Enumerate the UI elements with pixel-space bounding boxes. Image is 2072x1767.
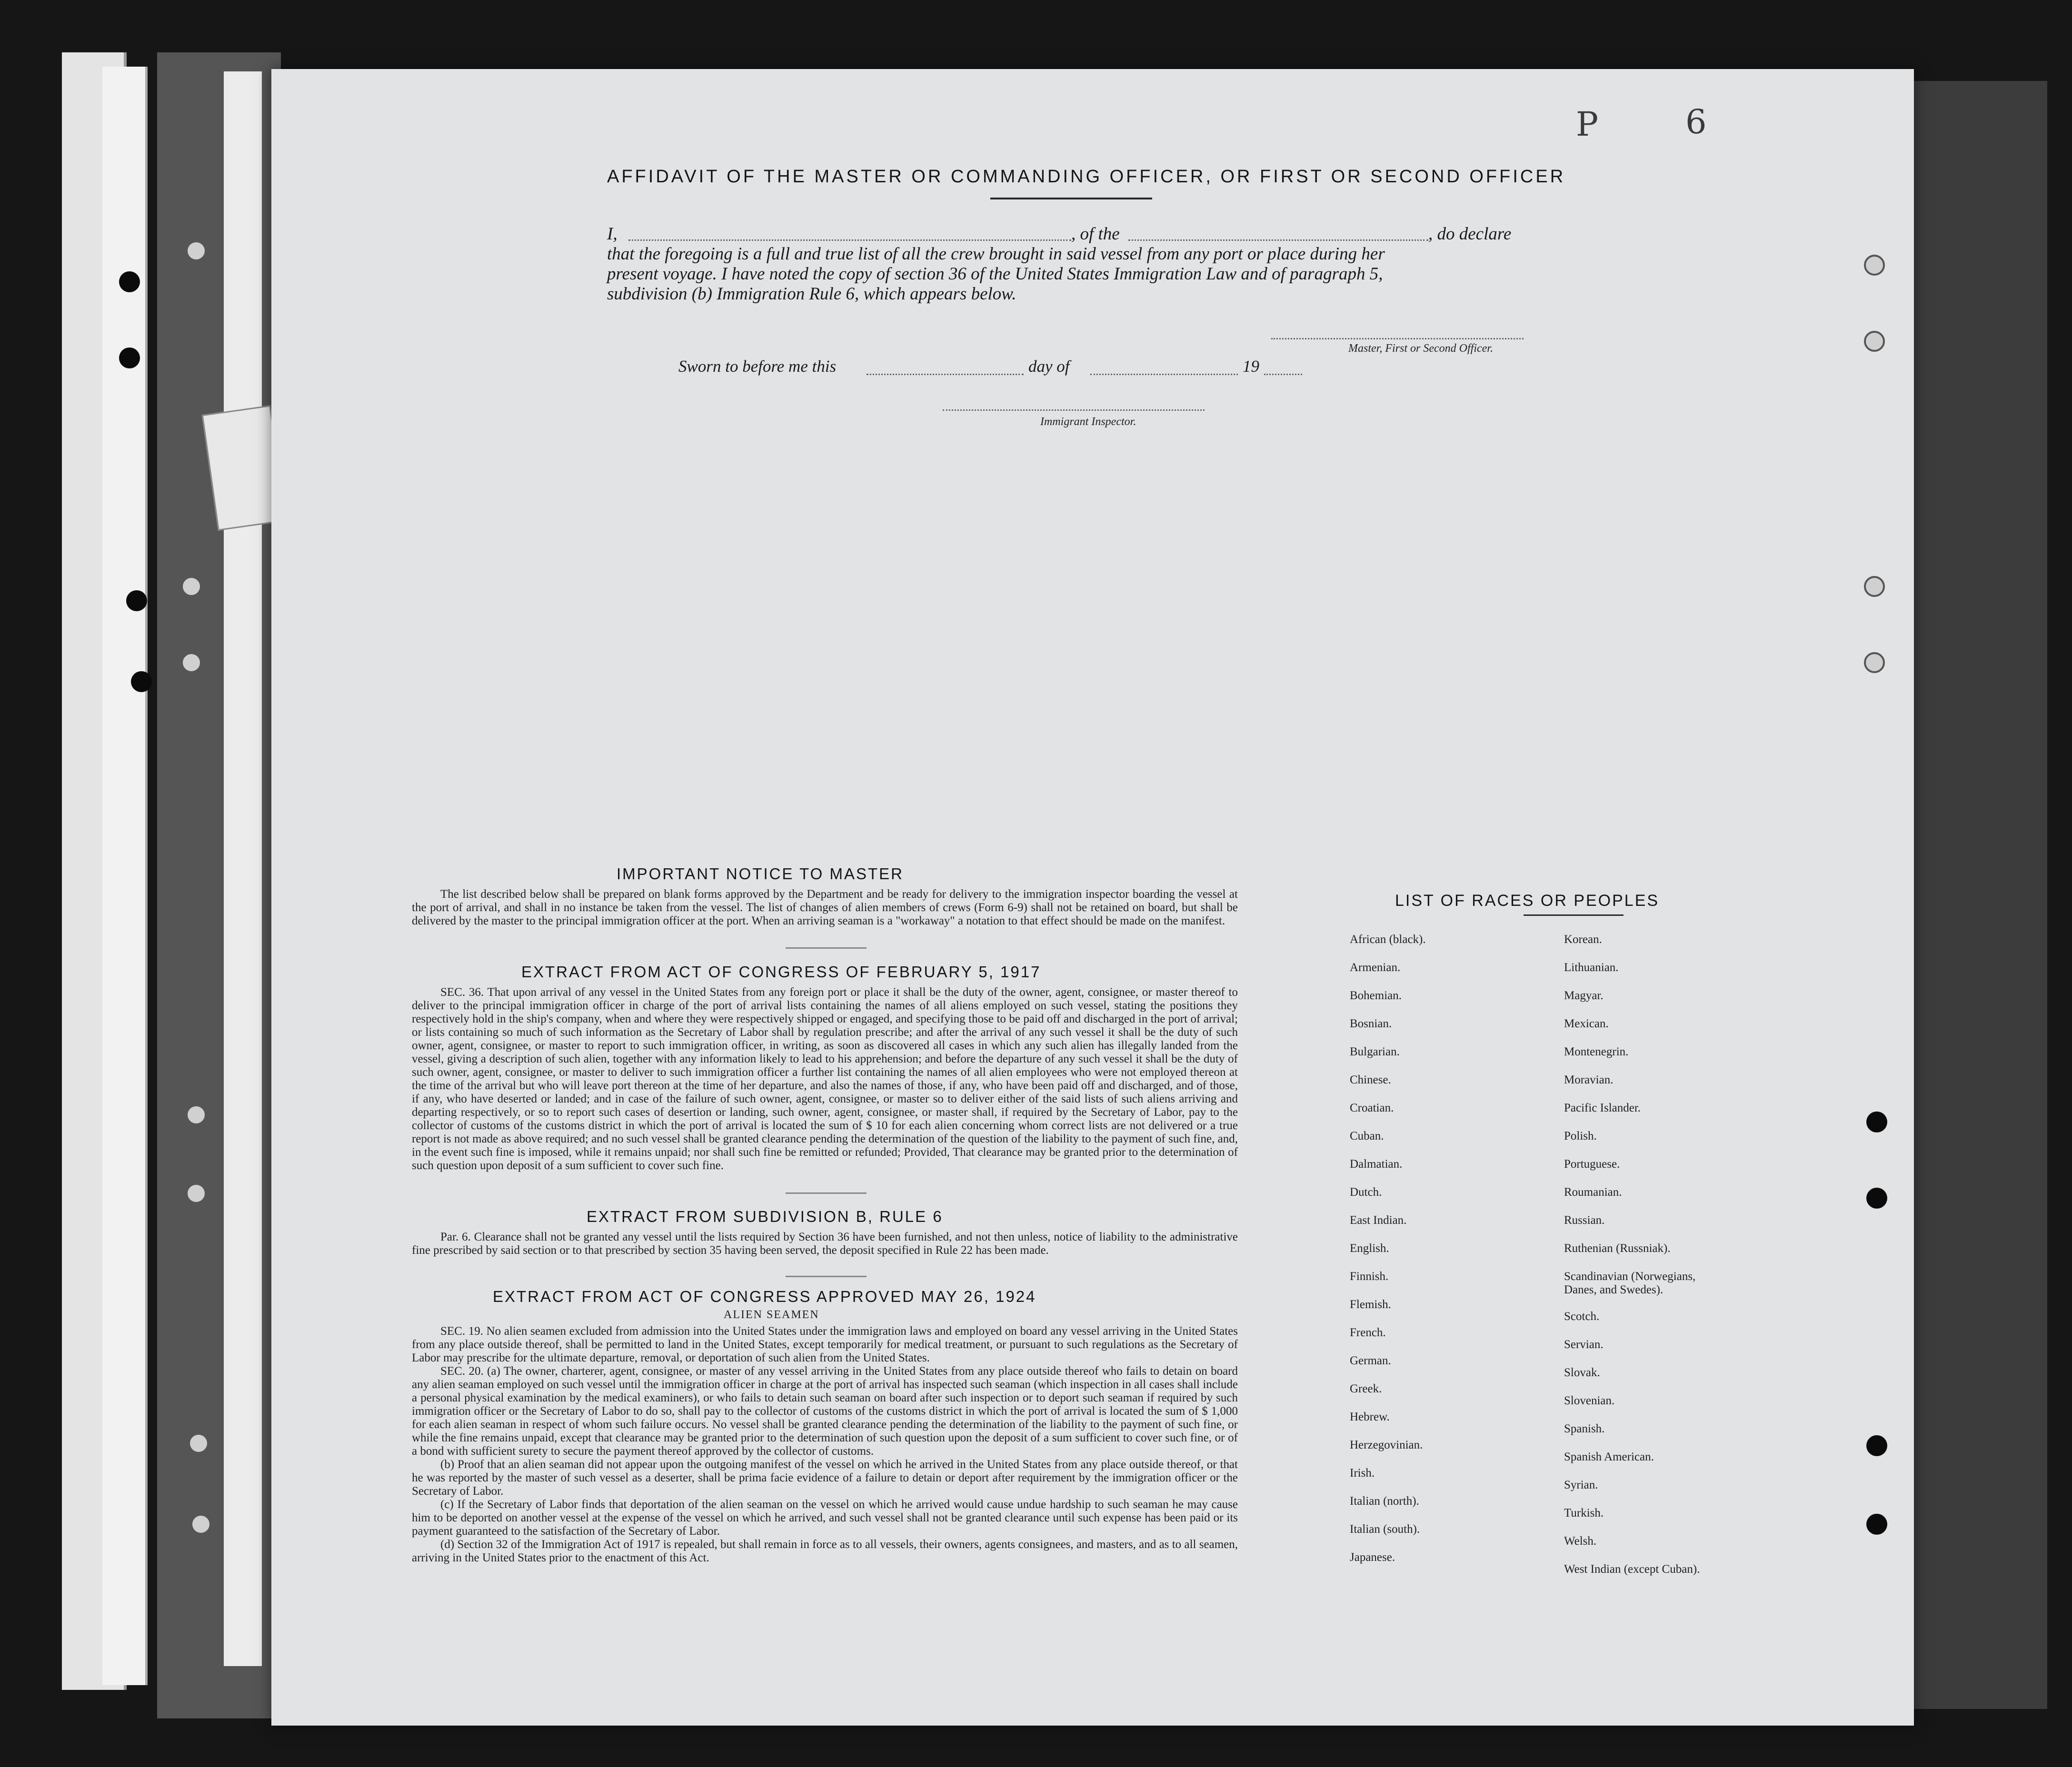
- race-item: Slovenian.: [1564, 1394, 1615, 1407]
- race-item: Welsh.: [1564, 1535, 1597, 1548]
- race-item: Croatian.: [1350, 1102, 1394, 1114]
- race-item: Chinese.: [1350, 1073, 1391, 1086]
- race-item: Slovak.: [1564, 1366, 1600, 1379]
- race-item: Korean.: [1564, 933, 1602, 946]
- race-item: African (black).: [1350, 933, 1426, 946]
- race-item: Finnish.: [1350, 1270, 1389, 1283]
- races-title: LIST OF RACES OR PEOPLES: [1395, 892, 1660, 910]
- punch-hole: [181, 576, 202, 597]
- extract-1924-subtitle: ALIEN SEAMEN: [724, 1309, 819, 1321]
- title-rule: [990, 198, 1152, 199]
- punch-hole: [1864, 331, 1885, 352]
- sworn-year-prefix: 19: [1243, 357, 1259, 376]
- inspector-line: [943, 409, 1205, 411]
- race-item: Portuguese.: [1564, 1158, 1620, 1171]
- section-separator: [786, 947, 867, 949]
- extract-rule6-paragraph: Par. 6. Clearance shall not be granted any vessel until the lists required by Section 36 have been furnished, and not then unless, notice of liability to the administrative fine prescribed by said section or to that prescribed by section 35 having been served, the deposit specified in Rule 22 has been made.: [412, 1231, 1238, 1257]
- race-item: Herzegovinian.: [1350, 1439, 1423, 1451]
- race-item: Ruthenian (Russniak).: [1564, 1242, 1671, 1255]
- race-item: Danes, and Swedes).: [1564, 1283, 1664, 1296]
- declaration-do-declare: , do declare: [1428, 224, 1512, 244]
- race-item: Dalmatian.: [1350, 1158, 1403, 1171]
- underlying-sheet: [102, 67, 148, 1685]
- punch-hole: [119, 271, 140, 292]
- day-blank-line: [867, 374, 1024, 375]
- punch-hole: [186, 1104, 207, 1125]
- race-item: Scotch.: [1564, 1310, 1600, 1323]
- punch-hole: [1866, 1514, 1887, 1535]
- extract-1924-paragraph: SEC. 19. No alien seamen excluded from admission into the United States under the immigration laws and employed on board any vessel arriving in the United States from any place outside thereof, shall be permitted to land in the United States, except temporarily for medical treatment, or pursuant to such regulations as the Secretary of Labor may prescribe for the ultimate departure, removal, or deportation of such alien from the United States.: [412, 1325, 1238, 1364]
- signature-line: [1271, 338, 1524, 339]
- race-item: Italian (south).: [1350, 1523, 1420, 1536]
- pencil-mark: P: [1576, 105, 1599, 144]
- sworn-day-of: day of: [1028, 357, 1070, 376]
- punch-hole: [1864, 652, 1885, 673]
- extract-1924-paragraph: SEC. 20. (a) The owner, charterer, agent, consignee, or master of any vessel arriving in the United States from any place outside thereof who fails to detain on board any alien seaman employed on such vessel until the immigration officer in charge at the port of arrival has inspected such seaman (which inspection in all cases shall include a personal physical examination by the medical examiners), or who fails to detain such seaman on board after such inspection or to deport such seaman if required by such immigration officer or the Secretary of Labor to do so, shall pay to the collector of customs of the customs district in which the port of arrival is located the sum of $ 1,000 for each alien seaman in respect of whom such failure occurs. No vessel shall be granted clearance pending the determination of the liability to the payment of such fine, or while the fine remains unpaid, except that clearance may be granted prior to the determination of such question upon the deposit of a sum sufficient to cover such fine, or of a bond with sufficient surety to secure the payment thereof approved by the collector of customs.: [412, 1365, 1238, 1458]
- race-item: German.: [1350, 1354, 1391, 1367]
- punch-hole: [181, 652, 202, 673]
- race-item: Dutch.: [1350, 1186, 1382, 1199]
- punch-hole: [190, 1514, 211, 1535]
- extract-1924-paragraph: (b) Proof that an alien seaman did not appear upon the outgoing manifest of the vessel on which he arrived in the United States from any place outside thereof, or that he was reported by the master of such vessel as a deserter, shall be prima facie evidence of a failure to detain or deport after requirement by the immigration officer or the Secretary of Labor.: [412, 1458, 1238, 1498]
- race-item: Pacific Islander.: [1564, 1102, 1641, 1114]
- manifest-page: [271, 69, 1914, 1726]
- race-item: Japanese.: [1350, 1551, 1395, 1564]
- section-separator: [786, 1276, 867, 1277]
- binder-edge: [1914, 81, 2047, 1709]
- month-blank-line: [1090, 374, 1238, 375]
- extract-1917-body: [412, 986, 1238, 1172]
- race-item: West Indian (except Cuban).: [1564, 1563, 1700, 1576]
- declaration-line: subdivision (b) Immigration Rule 6, which appears below.: [607, 284, 1016, 304]
- race-item: East Indian.: [1350, 1214, 1407, 1227]
- race-item: English.: [1350, 1242, 1389, 1255]
- notice-paragraph: The list described below shall be prepared on blank forms approved by the Department and be ready for delivery to the immigration inspector boarding the vessel at the port of arrival, and shall in no instance be taken from the vessel. The list of changes of alien members of crews (Form 6-9) shall not be retained on board, but shall be delivered by the master to the principal immigration officer at the port. When an arriving seaman is a "workaway" a notation to that effect should be made on the manifest.: [412, 888, 1238, 927]
- binder-strip: [157, 52, 281, 1718]
- extract-1924-title: EXTRACT FROM ACT OF CONGRESS APPROVED MAY 26, 1924: [493, 1288, 1036, 1305]
- declaration-of-the: , of the: [1071, 224, 1120, 244]
- punch-hole: [186, 1183, 207, 1204]
- punch-hole: [131, 671, 152, 692]
- race-item: Russian.: [1564, 1214, 1605, 1227]
- punch-hole: [1864, 576, 1885, 597]
- name-blank-line: [628, 239, 1071, 241]
- race-item: Bohemian.: [1350, 989, 1402, 1002]
- race-item: Bulgarian.: [1350, 1045, 1400, 1058]
- race-item: Mexican.: [1564, 1017, 1609, 1030]
- race-item: Scandinavian (Norwegians,: [1564, 1270, 1696, 1283]
- race-item: Spanish.: [1564, 1422, 1605, 1435]
- affidavit-title: AFFIDAVIT OF THE MASTER OR COMMANDING OFFICER, OR FIRST OR SECOND OFFICER: [607, 167, 1566, 187]
- extract-1917-paragraph: SEC. 36. That upon arrival of any vessel in the United States from any foreign port or place it shall be the duty of the owner, agent, consignee, or master thereof to deliver to the principal immigration officer in charge of the port of arrival lists containing the names of all aliens employed on such vessel, stating the positions they respectively hold in the ship's company, when and where they were respectively shipped or engaged, and specifying those to be paid off and discharged in the port of arrival; or lists containing so much of such information as the Secretary of Labor shall by regulation prescribe; and after the arrival of any such vessel it shall be the duty of such owner, agent, consignee, or master to report to such immigration officer, in writing, as soon as discovered all cases in which any such alien has illegally landed from the vessel, giving a description of such alien, together with any information likely to lead to his apprehension; and before the departure of any such vessel it shall be the duty of such owner, agent, consignee, or master to deliver to such immigration officer a further list containing the names of all alien employees who were not employed thereon at the time of the arrival but who will leave port thereon at the time of her departure, and also the names of those, if any, who have been paid off and discharged, and of those, if any, who have deserted or landed; and in case of the failure of such owner, agent, consignee, or master so to deliver either of the said lists of such aliens arriving and departing respectively, or so to report such cases of desertion or landing, such owner, agent, consignee, or master shall, if required by the Secretary of Labor, pay to the collector of customs of the customs district in which the port of arrival is located the sum of $ 10 for each alien concerning whom correct lists are not delivered or a true report is not made as above required; and no such vessel shall be granted clearance pending the determination of the question of the liability to the payment of such fine, and, in the event such fine is imposed, while it remains unpaid; nor shall such fine be remitted or refunded; Provided, That clearance may be granted prior to the determination of such question upon deposit of a sum sufficient to cover such fine.: [412, 986, 1238, 1172]
- race-item: Flemish.: [1350, 1298, 1391, 1311]
- vessel-blank-line: [1128, 239, 1428, 241]
- punch-hole: [119, 347, 140, 368]
- pencil-mark: 6: [1685, 102, 1707, 141]
- underlying-sheet-edge: [224, 71, 262, 1666]
- extract-rule6-body: [412, 1231, 1238, 1257]
- extract-1917-title: EXTRACT FROM ACT OF CONGRESS OF FEBRUARY 5, 1917: [521, 963, 1041, 981]
- punch-hole: [1864, 255, 1885, 276]
- extract-1924-paragraph: (d) Section 32 of the Immigration Act of 1917 is repealed, but shall remain in force as to all vessels, their owners, agents consignees, and masters, and as to all seamen, arriving in the United States prior to the enactment of this Act.: [412, 1538, 1238, 1564]
- race-item: Servian.: [1564, 1338, 1604, 1351]
- punch-hole: [186, 240, 207, 261]
- race-item: French.: [1350, 1326, 1386, 1339]
- inspector-caption: Immigrant Inspector.: [1040, 416, 1136, 428]
- race-item: Roumanian.: [1564, 1186, 1622, 1199]
- notice-body: [412, 888, 1238, 928]
- punch-hole: [1866, 1435, 1887, 1456]
- race-item: Montenegrin.: [1564, 1045, 1629, 1058]
- race-item: Greek.: [1350, 1382, 1382, 1395]
- race-item: Cuban.: [1350, 1130, 1384, 1142]
- year-blank-line: [1264, 374, 1302, 375]
- extract-rule6-title: EXTRACT FROM SUBDIVISION B, RULE 6: [587, 1208, 943, 1225]
- declaration-line: that the foregoing is a full and true list of all the crew brought in said vessel from any port or place during her: [607, 244, 1385, 264]
- race-item: Bosnian.: [1350, 1017, 1392, 1030]
- race-item: Syrian.: [1564, 1479, 1598, 1491]
- notice-title: IMPORTANT NOTICE TO MASTER: [617, 865, 904, 883]
- extract-1924-paragraph: (c) If the Secretary of Labor finds that deportation of the alien seaman on the vessel on which he arrived would cause undue hardship to such seaman he may cause him to be deported on another vessel at the expense of the vessel on which he arrived, and such vessel shall not be granted clearance until such expense has been paid or its payment guaranteed to the satisfaction of the Secretary of Labor.: [412, 1498, 1238, 1538]
- signature-caption: Master, First or Second Officer.: [1348, 342, 1493, 355]
- race-item: Armenian.: [1350, 961, 1401, 974]
- punch-hole: [126, 590, 147, 611]
- punch-hole: [1866, 1112, 1887, 1132]
- race-item: Italian (north).: [1350, 1495, 1419, 1508]
- race-item: Magyar.: [1564, 989, 1604, 1002]
- section-separator: [786, 1192, 867, 1194]
- declaration-i: I,: [607, 224, 618, 244]
- punch-hole: [188, 1433, 209, 1454]
- race-item: Moravian.: [1564, 1073, 1614, 1086]
- race-item: Turkish.: [1564, 1507, 1604, 1519]
- race-item: Lithuanian.: [1564, 961, 1619, 974]
- declaration-line: present voyage. I have noted the copy of section 36 of the United States Immigration Law and of paragraph 5,: [607, 264, 1383, 284]
- extract-1924-body: [412, 1325, 1238, 1565]
- sworn-text: Sworn to before me this: [678, 357, 837, 376]
- punch-hole: [1866, 1188, 1887, 1209]
- race-item: Spanish American.: [1564, 1450, 1654, 1463]
- race-item: Polish.: [1564, 1130, 1597, 1142]
- race-item: Irish.: [1350, 1467, 1375, 1479]
- races-title-rule: [1524, 914, 1624, 916]
- race-item: Hebrew.: [1350, 1410, 1390, 1423]
